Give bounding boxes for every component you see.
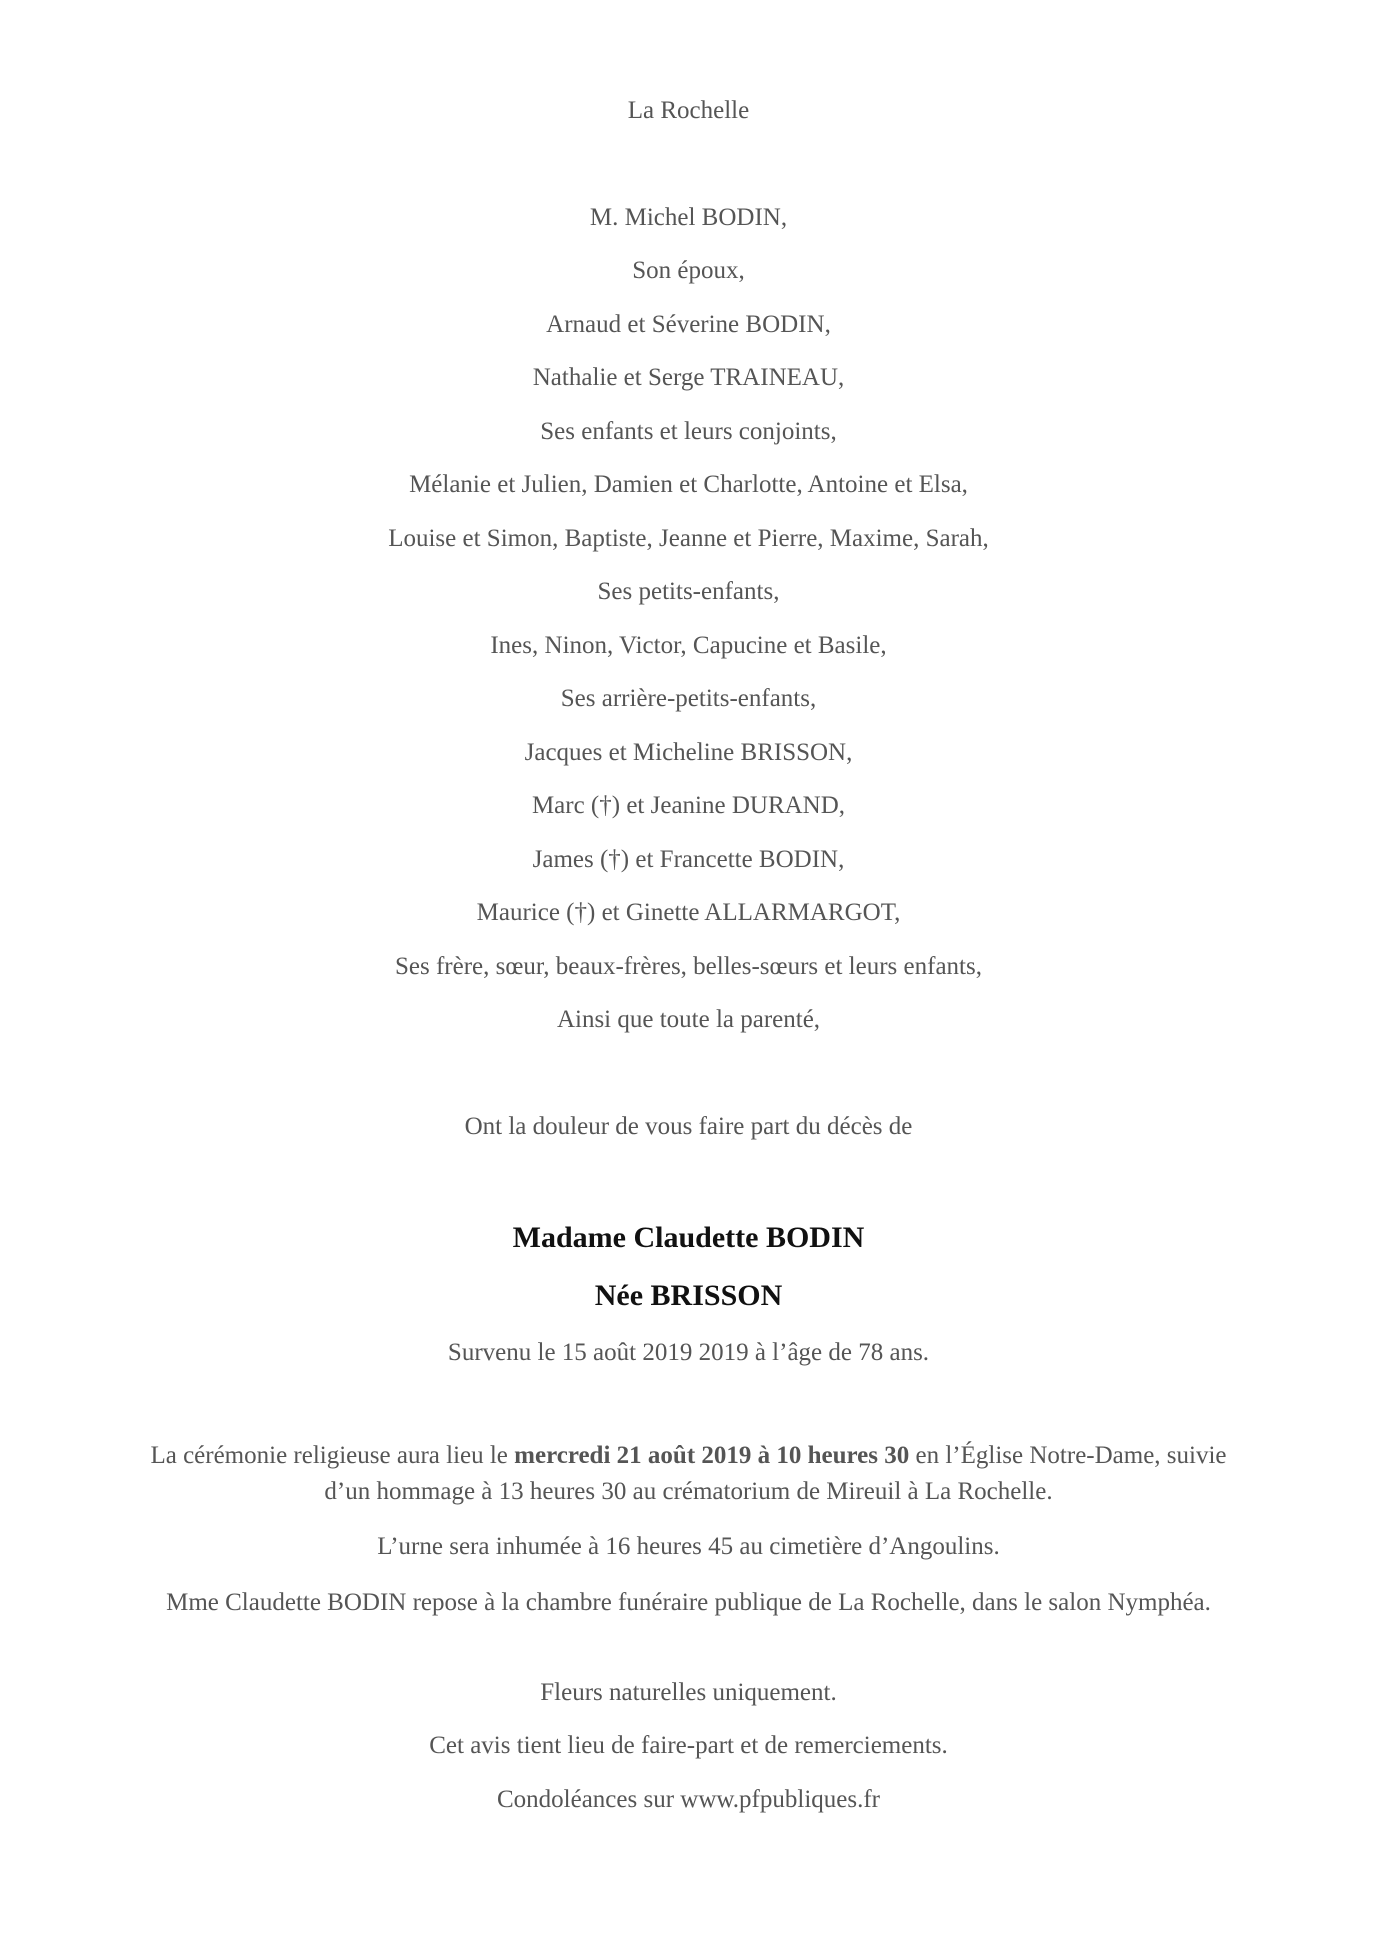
flowers-text: Fleurs naturelles uniquement.	[540, 1679, 837, 1706]
family-line: Ses petits-enfants,	[597, 578, 780, 605]
ceremony-text-before: La cérémonie religieuse aura lieu le	[150, 1442, 515, 1469]
family-line: Ses arrière-petits-enfants,	[560, 685, 817, 712]
ceremony-paragraph	[140, 1438, 1237, 1510]
condolences-text: Condoléances sur www.pfpubliques.fr	[496, 1786, 881, 1813]
deceased-birth-name: Née BRISSON	[594, 1279, 783, 1312]
family-line: James (†) et Francette BODIN,	[532, 846, 845, 873]
family-line: M. Michel BODIN,	[589, 204, 788, 231]
death-date-line: Survenu le 15 août 2019 2019 à l’âge de 78 ans.	[447, 1339, 930, 1366]
resting-place-text: Mme Claudette BODIN repose à la chambre funéraire publique de La Rochelle, dans le salon Nymphéa.	[166, 1589, 1211, 1616]
notice-text: Cet avis tient lieu de faire-part et de remerciements.	[429, 1732, 948, 1759]
announcement-text: Ont la douleur de vous faire part du décès de	[464, 1113, 913, 1140]
family-line: Marc (†) et Jeanine DURAND,	[531, 792, 846, 819]
urn-burial-text: L’urne sera inhumée à 16 heures 45 au cimetière d’Angoulins.	[377, 1533, 1000, 1560]
deceased-name: Madame Claudette BODIN	[512, 1221, 865, 1254]
city-header: La Rochelle	[627, 97, 750, 124]
family-line: Jacques et Micheline BRISSON,	[524, 739, 853, 766]
family-line: Son époux,	[632, 257, 745, 284]
family-line: Maurice (†) et Ginette ALLARMARGOT,	[476, 899, 901, 926]
family-line: Ines, Ninon, Victor, Capucine et Basile,	[490, 632, 887, 659]
family-line: Arnaud et Séverine BODIN,	[546, 311, 831, 338]
ceremony-date-bold: mercredi 21 août 2019 à 10 heures 30	[514, 1442, 910, 1469]
family-line: Ses frère, sœur, beaux-frères, belles-sœurs et leurs enfants,	[395, 953, 982, 980]
ceremony-text-after: en l’Église Notre-Dame, suivie d’un hommage à 13 heures 30 au crématorium de Mireuil à La Rochelle.	[324, 1442, 1227, 1505]
family-line: Ses enfants et leurs conjoints,	[540, 418, 837, 445]
family-line: Mélanie et Julien, Damien et Charlotte, Antoine et Elsa,	[409, 471, 968, 498]
family-line: Louise et Simon, Baptiste, Jeanne et Pierre, Maxime, Sarah,	[388, 525, 989, 552]
family-line: Ainsi que toute la parenté,	[556, 1006, 821, 1033]
family-line: Nathalie et Serge TRAINEAU,	[532, 364, 845, 391]
